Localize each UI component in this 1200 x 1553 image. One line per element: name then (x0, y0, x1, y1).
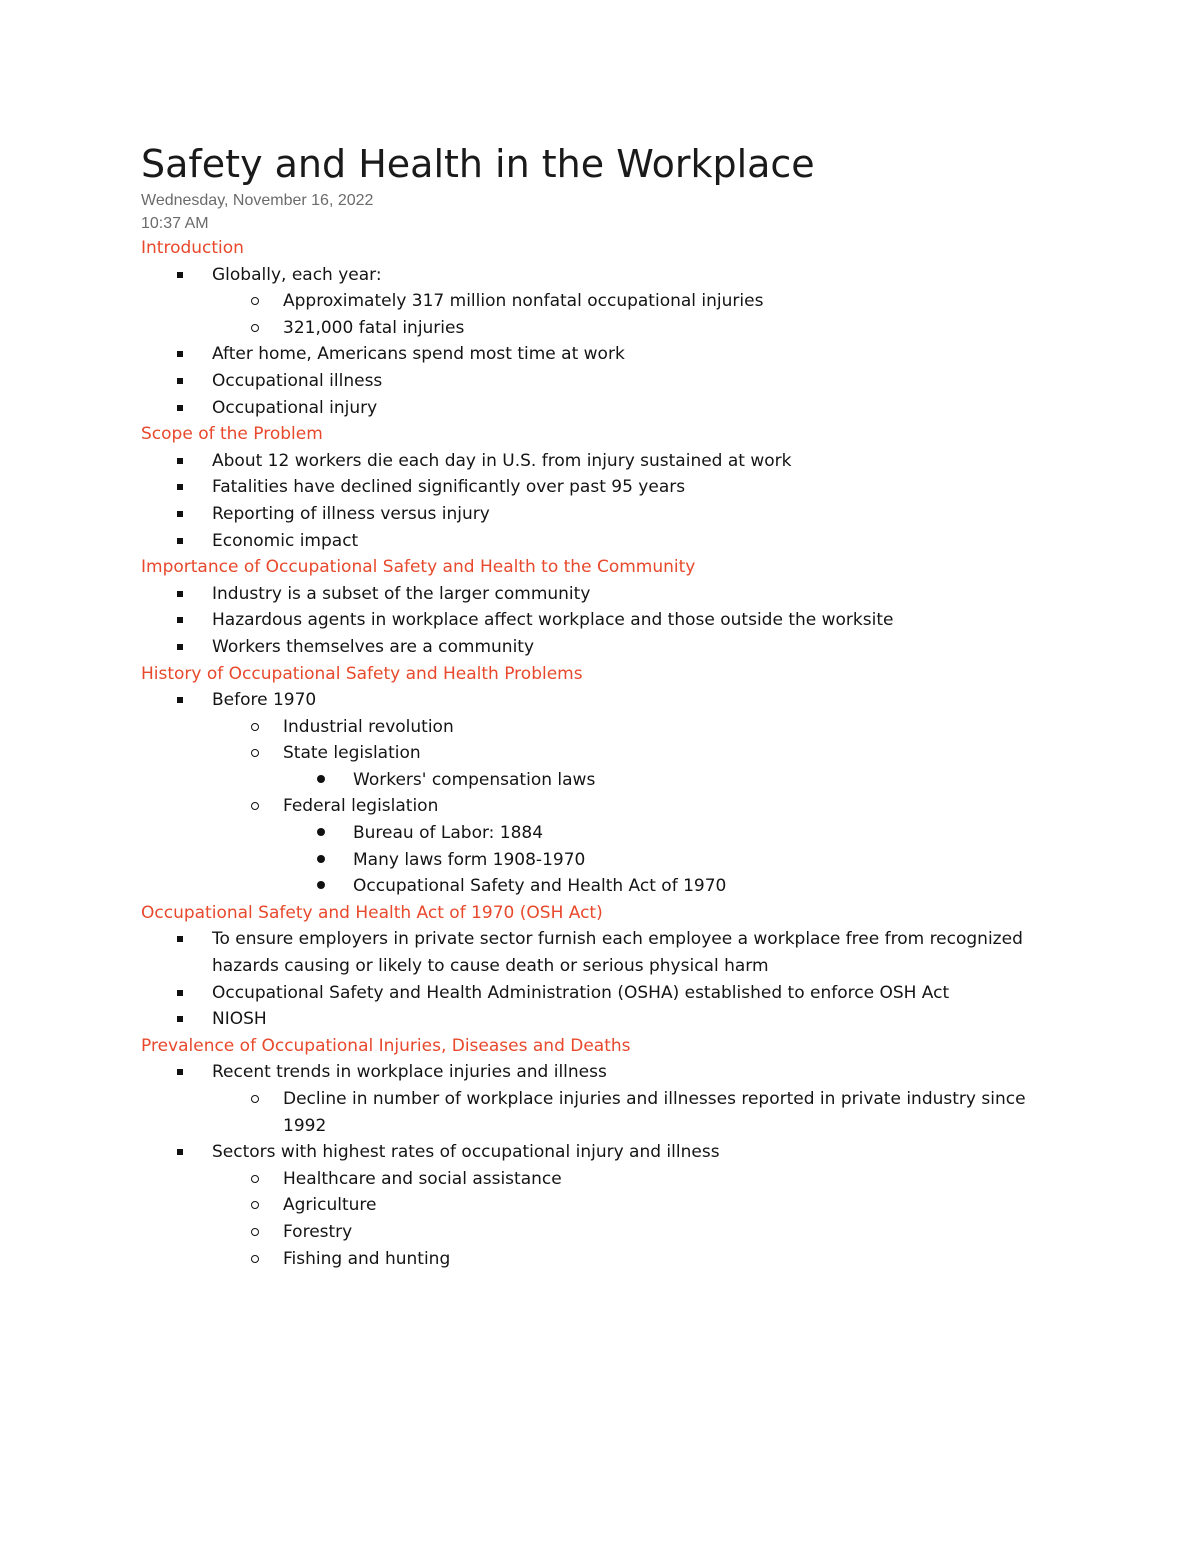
note-time: 10:37 AM (141, 215, 209, 232)
filled-circle-bullet-icon (317, 855, 325, 863)
square-bullet-icon (177, 644, 183, 650)
hollow-circle-bullet-icon (251, 297, 259, 305)
square-bullet-icon (177, 511, 183, 517)
list-item: Approximately 317 million nonfatal occupational injuries (141, 288, 1061, 315)
list-item: Recent trends in workplace injuries and illness (141, 1059, 1061, 1086)
filled-circle-bullet-icon (317, 881, 325, 889)
hollow-circle-bullet-icon (251, 1255, 259, 1263)
list-item: Occupational injury (141, 395, 1061, 422)
list-item: Sectors with highest rates of occupational injury and illness (141, 1139, 1061, 1166)
square-bullet-icon (177, 378, 183, 384)
list-item: Forestry (141, 1219, 1061, 1246)
square-bullet-icon (177, 1016, 183, 1022)
square-bullet-icon (177, 458, 183, 464)
square-bullet-icon (177, 484, 183, 490)
note-page (141, 142, 1061, 1272)
square-bullet-icon (177, 538, 183, 544)
list-item: State legislation (141, 740, 1061, 767)
list-item: About 12 workers die each day in U.S. from injury sustained at work (141, 448, 1061, 475)
hollow-circle-bullet-icon (251, 723, 259, 731)
list-item: Healthcare and social assistance (141, 1166, 1061, 1193)
section-heading-history: History of Occupational Safety and Health Problems (141, 663, 583, 684)
section-heading-osh-act: Occupational Safety and Health Act of 1970 (OSH Act) (141, 902, 603, 923)
square-bullet-icon (177, 617, 183, 623)
list-item: Fatalities have declined significantly over past 95 years (141, 474, 1061, 501)
list-item: Hazardous agents in workplace affect workplace and those outside the worksite (141, 607, 1061, 634)
list-item: Occupational Safety and Health Act of 1970 (141, 873, 1061, 900)
square-bullet-icon (177, 1069, 183, 1075)
list-item: Occupational Safety and Health Administration (OSHA) established to enforce OSH Act (141, 980, 1061, 1007)
page-title: Safety and Health in the Workplace (141, 142, 815, 186)
square-bullet-icon (177, 990, 183, 996)
square-bullet-icon (177, 351, 183, 357)
list-item: Before 1970 (141, 687, 1061, 714)
hollow-circle-bullet-icon (251, 324, 259, 332)
list-item: Fishing and hunting (141, 1246, 1061, 1273)
list-item: Workers' compensation laws (141, 767, 1061, 794)
section-heading-introduction: Introduction (141, 238, 244, 258)
square-bullet-icon (177, 936, 183, 942)
section-heading-scope: Scope of the Problem (141, 424, 323, 445)
square-bullet-icon (177, 1149, 183, 1155)
list-item: Many laws form 1908-1970 (141, 847, 1061, 874)
list-item: To ensure employers in private sector furnish each employee a workplace free from recognized hazards causing or likely to cause death or serious physical harm (141, 926, 1061, 979)
list-item: Agriculture (141, 1192, 1061, 1219)
list-item: NIOSH (141, 1006, 1061, 1033)
list-item: Industry is a subset of the larger community (141, 581, 1061, 608)
square-bullet-icon (177, 591, 183, 597)
list-item: After home, Americans spend most time at work (141, 341, 1061, 368)
note-date: Wednesday, November 16, 2022 (141, 192, 374, 209)
filled-circle-bullet-icon (317, 775, 325, 783)
hollow-circle-bullet-icon (251, 1095, 259, 1103)
list-item: Reporting of illness versus injury (141, 501, 1061, 528)
list-item: 321,000 fatal injuries (141, 315, 1061, 342)
list-item: Workers themselves are a community (141, 634, 1061, 661)
hollow-circle-bullet-icon (251, 749, 259, 757)
list-item: Bureau of Labor: 1884 (141, 820, 1061, 847)
square-bullet-icon (177, 405, 183, 411)
list-item: Economic impact (141, 528, 1061, 555)
list-item: Industrial revolution (141, 714, 1061, 741)
hollow-circle-bullet-icon (251, 1228, 259, 1236)
list-item: Decline in number of workplace injuries and illnesses reported in private industry since 1992 (141, 1086, 1061, 1139)
list-item: Globally, each year: (141, 262, 1061, 289)
square-bullet-icon (177, 697, 183, 703)
section-heading-importance: Importance of Occupational Safety and Health to the Community (141, 557, 696, 578)
filled-circle-bullet-icon (317, 828, 325, 836)
hollow-circle-bullet-icon (251, 1201, 259, 1209)
list-item: Occupational illness (141, 368, 1061, 395)
section-heading-prevalence: Prevalence of Occupational Injuries, Diseases and Deaths (141, 1035, 631, 1056)
hollow-circle-bullet-icon (251, 802, 259, 810)
hollow-circle-bullet-icon (251, 1175, 259, 1183)
list-item: Federal legislation (141, 793, 1061, 820)
square-bullet-icon (177, 272, 183, 278)
